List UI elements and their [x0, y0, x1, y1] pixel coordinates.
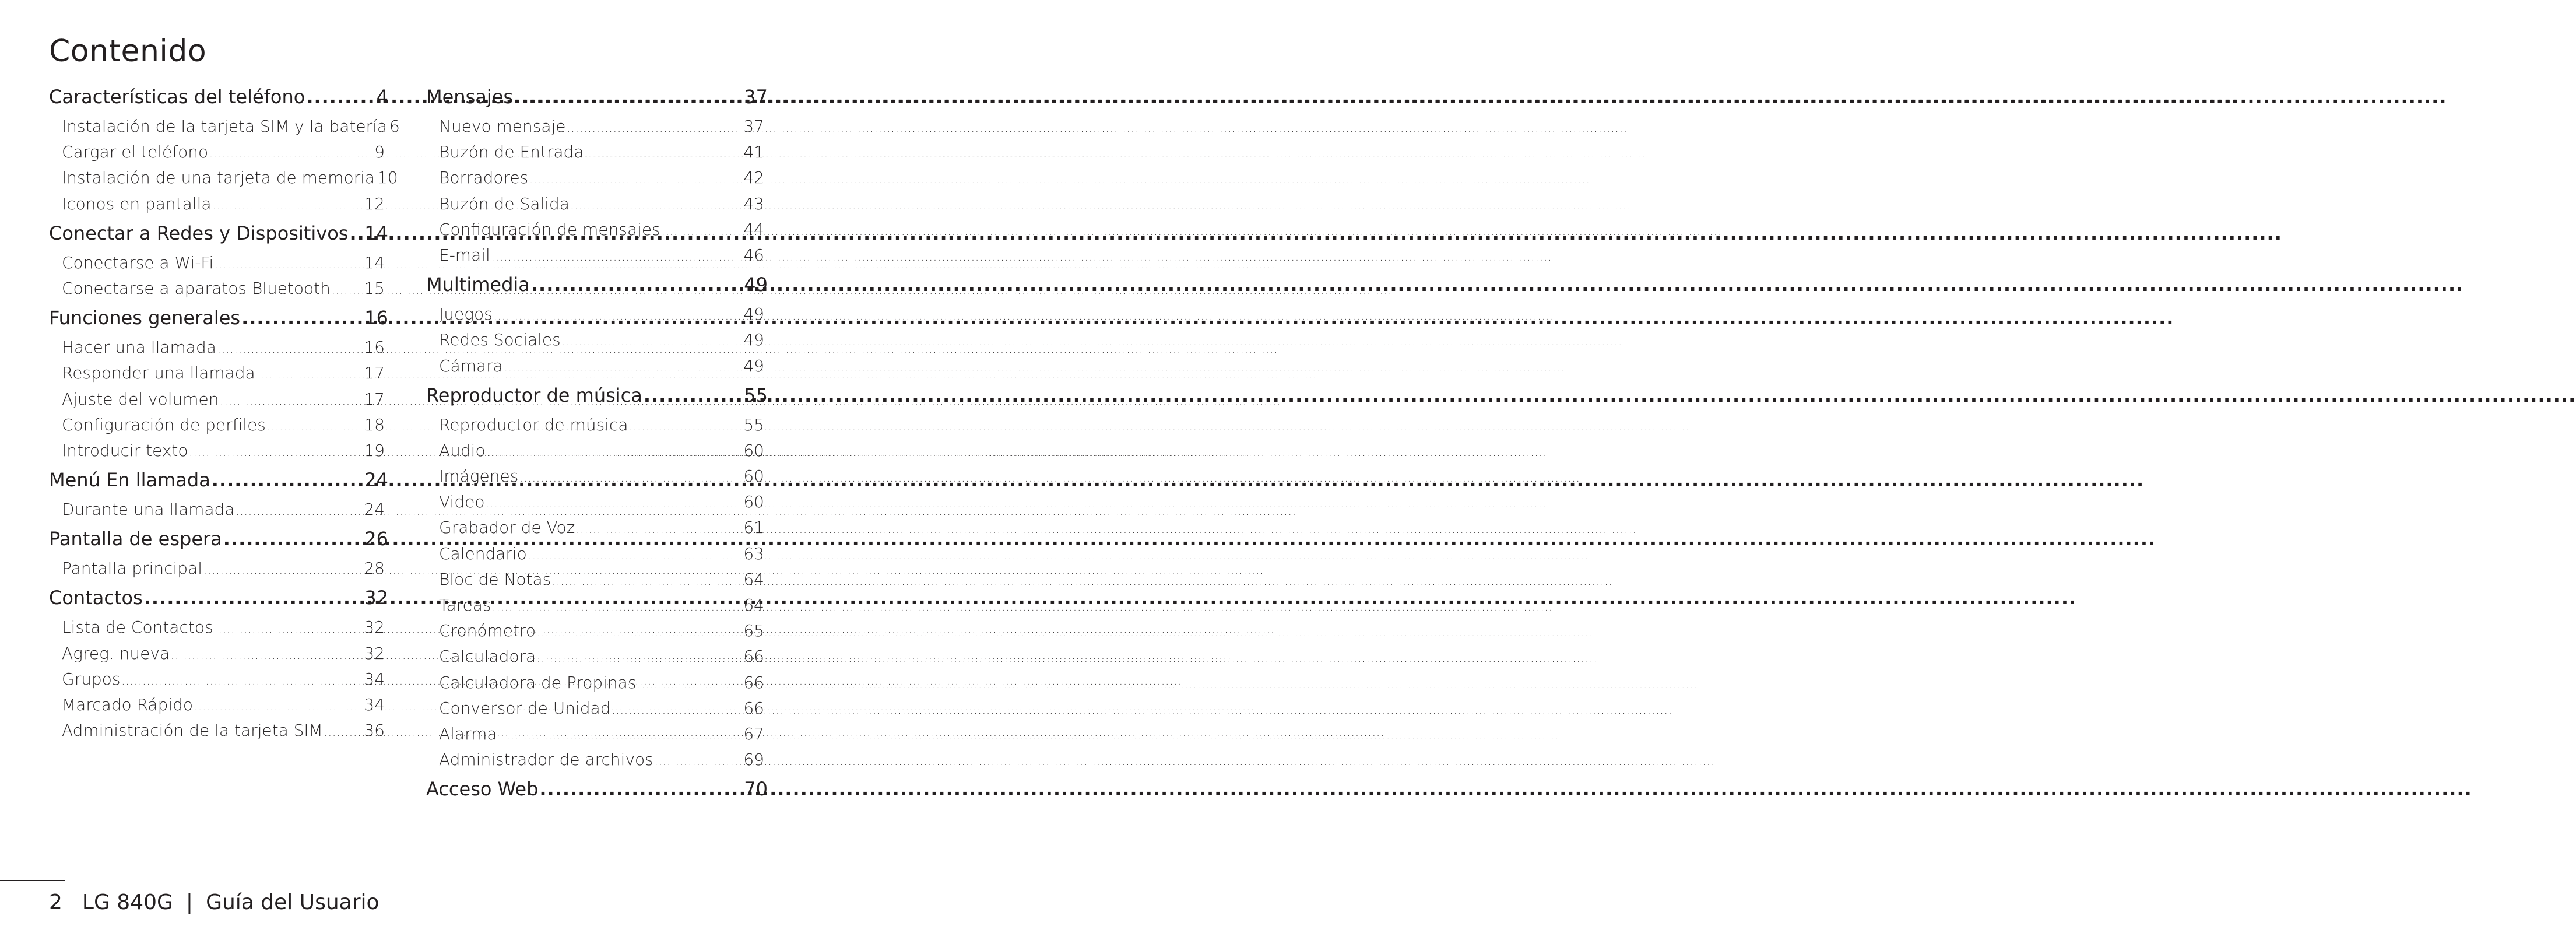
toc-item-page-number: 19 [364, 440, 385, 460]
footer-guide-title: Guía del Usuario [206, 890, 379, 914]
dot-leader [514, 83, 743, 111]
toc-item-page-number: 64 [743, 569, 764, 589]
toc-item[interactable] [426, 114, 768, 139]
toc-item[interactable] [426, 217, 768, 243]
toc-item-label: Marcado Rápido [62, 695, 194, 714]
toc-section[interactable] [49, 466, 388, 494]
dot-leader [223, 525, 364, 553]
dot-leader [194, 695, 363, 720]
dot-leader [215, 617, 363, 643]
toc-item[interactable] [49, 667, 388, 692]
toc-item-page-number: 34 [364, 695, 385, 714]
toc-item-label: Grupos [62, 669, 121, 689]
toc-item[interactable] [426, 567, 768, 592]
dot-leader [306, 83, 375, 111]
toc-item-label: Juegos [439, 304, 493, 324]
toc-item-page-number: 69 [743, 750, 764, 770]
toc-item-label: Ajuste del volumen [62, 389, 219, 409]
toc-item-page-number: 55 [743, 415, 764, 434]
toc-section-page-number: 16 [364, 307, 388, 329]
toc-item-page-number: 61 [743, 518, 764, 538]
toc-item-label: Calendario [439, 543, 527, 563]
dot-leader [528, 543, 743, 569]
toc-item-label: Cronómetro [439, 621, 536, 641]
dot-leader [349, 219, 363, 247]
toc-item[interactable] [49, 276, 388, 301]
dot-leader [637, 672, 742, 698]
toc-item-label: Agreg. nueva [62, 643, 170, 663]
toc-item-label: Instalación de una tarjeta de memoria [62, 168, 375, 188]
toc-item-label: Configuración de mensajes [439, 219, 660, 239]
dot-leader [267, 415, 363, 440]
toc-section[interactable] [49, 304, 388, 332]
toc-item[interactable] [426, 243, 768, 268]
toc-item-page-number: 28 [364, 559, 385, 578]
toc-left-column [49, 83, 400, 743]
toc-item[interactable] [49, 114, 400, 139]
toc-section-label: Funciones generales [49, 307, 241, 329]
toc-item-label: Calculadora de Propinas [439, 672, 637, 692]
toc-item-label: Buzón de Salida [439, 194, 570, 213]
footer [49, 891, 379, 914]
toc-item-label: Redes Sociales [439, 330, 561, 350]
toc-item[interactable] [426, 592, 768, 618]
toc-item-label: Reproductor de música [439, 415, 628, 434]
dot-leader [487, 440, 743, 466]
toc-item[interactable] [426, 165, 768, 191]
toc-item-label: Cámara [439, 356, 503, 376]
toc-item-page-number: 60 [743, 492, 764, 512]
toc-item-page-number: 60 [743, 466, 764, 486]
toc-section[interactable] [49, 584, 388, 612]
toc-item[interactable] [49, 556, 388, 581]
page-title: Contenido [49, 34, 207, 69]
toc-item[interactable] [426, 191, 768, 217]
toc-item-label: Nuevo mensaje [439, 117, 566, 136]
dot-leader [537, 620, 742, 646]
toc-item[interactable] [426, 747, 768, 773]
dot-leader [241, 304, 363, 332]
dot-leader [571, 194, 742, 219]
footer-rule [0, 880, 65, 881]
footer-page-number: 2 [49, 890, 62, 914]
toc-item[interactable] [426, 721, 768, 747]
toc-item-label: Administrador de archivos [439, 750, 653, 770]
toc-section-label: Pantalla de espera [49, 528, 222, 550]
toc-section-label: Características del teléfono [49, 86, 305, 108]
toc-item-page-number: 24 [364, 500, 385, 520]
toc-item-page-number: 49 [743, 356, 764, 376]
dot-leader [256, 363, 363, 388]
toc-item-page-number: 32 [364, 643, 385, 663]
toc-item-label: Cargar el teléfono [62, 142, 209, 162]
toc-item-label: Responder una llamada [62, 363, 255, 383]
dot-leader [493, 595, 743, 620]
toc-section[interactable] [49, 219, 388, 247]
dot-leader [215, 252, 363, 278]
toc-item[interactable] [426, 327, 768, 353]
toc-item[interactable] [49, 438, 388, 464]
toc-item[interactable] [426, 644, 768, 669]
toc-item-label: Pantalla principal [62, 559, 202, 578]
toc-item-page-number: 17 [364, 363, 385, 383]
toc-section-page-number: 24 [364, 469, 388, 492]
toc-item-page-number: 12 [364, 194, 385, 213]
dot-leader [171, 643, 363, 669]
dot-leader [655, 749, 743, 775]
toc-section-page-number: 4 [376, 86, 388, 108]
toc-item[interactable] [49, 692, 388, 718]
toc-section-label: Contactos [49, 587, 143, 609]
toc-item-label: Instalación de la tarjeta SIM y la batería [62, 117, 388, 136]
toc-item-label: Durante una llamada [62, 500, 235, 520]
dot-leader [332, 278, 363, 304]
dot-leader [662, 219, 743, 245]
dot-leader [203, 558, 363, 584]
toc-item-label: Video [439, 492, 485, 512]
toc-item[interactable] [426, 301, 768, 327]
toc-item-page-number: 9 [374, 142, 385, 162]
toc-item-label: Conectarse a aparatos Bluetooth [62, 278, 331, 298]
dot-leader [498, 724, 743, 749]
toc-item-label: Iconos en pantalla [62, 194, 212, 213]
toc-item-page-number: 63 [743, 543, 764, 563]
dot-leader [491, 245, 743, 271]
toc-item-page-number: 41 [743, 142, 764, 162]
toc-item-page-number: 64 [743, 595, 764, 615]
dot-leader [504, 356, 743, 381]
toc-item-page-number: 42 [743, 168, 764, 188]
toc-item-label: Introducir texto [62, 440, 188, 460]
toc-item-page-number: 60 [743, 440, 764, 460]
toc-item[interactable] [49, 641, 388, 667]
toc-item-label: Calculadora [439, 647, 536, 667]
toc-section-label: Reproductor de música [426, 384, 642, 406]
dot-leader [217, 337, 363, 363]
toc-item[interactable] [49, 250, 388, 276]
toc-right-column [426, 83, 768, 806]
dot-leader [644, 381, 743, 409]
toc-section[interactable] [49, 83, 388, 111]
dot-leader [494, 304, 743, 329]
toc-item[interactable] [49, 335, 388, 360]
toc-item[interactable] [426, 696, 768, 721]
dot-leader [189, 440, 363, 466]
toc-item-page-number: 6 [389, 117, 400, 136]
toc-section-page-number: 26 [364, 528, 388, 550]
toc-item-page-number: 44 [743, 219, 764, 239]
toc-section-page-number: 70 [744, 778, 768, 801]
dot-leader [552, 569, 742, 595]
toc-item-page-number: 67 [743, 724, 764, 743]
toc-item-label: Alarma [439, 724, 497, 743]
toc-item-label: Bloc de Notas [439, 569, 551, 589]
toc-item[interactable] [49, 191, 388, 217]
toc-item-page-number: 10 [377, 168, 398, 188]
toc-item-label: Imágenes [439, 466, 519, 486]
toc-section-label: Mensajes [426, 86, 514, 108]
toc-section-page-number: 14 [364, 222, 388, 244]
toc-item-label: Administración de la tarjeta SIM [62, 721, 323, 741]
dot-leader [213, 194, 363, 219]
toc-item-page-number: 49 [743, 304, 764, 324]
footer-model: LG 840G [82, 890, 173, 914]
dot-leader [209, 142, 373, 167]
toc-item[interactable] [426, 618, 768, 644]
toc-item-page-number: 65 [743, 621, 764, 641]
dot-leader [539, 775, 743, 803]
toc-item[interactable] [49, 387, 388, 412]
dot-leader [585, 142, 742, 167]
toc-section-page-number: 32 [364, 587, 388, 609]
toc-section[interactable] [426, 775, 768, 803]
toc-item-page-number: 32 [364, 618, 385, 637]
toc-item-label: Conversor de Unidad [439, 698, 611, 718]
toc-section-page-number: 37 [744, 86, 768, 108]
dot-leader [537, 646, 742, 672]
dot-leader [567, 116, 743, 142]
toc-item-page-number: 49 [743, 330, 764, 350]
toc-item[interactable] [426, 412, 768, 438]
dot-leader [236, 499, 363, 525]
dot-leader [630, 415, 743, 440]
dot-leader [531, 271, 743, 299]
dot-leader [612, 698, 743, 724]
footer-separator: | [185, 890, 194, 914]
toc-item-page-number: 34 [364, 669, 385, 689]
toc-item[interactable] [426, 541, 768, 567]
toc-item-page-number: 66 [743, 672, 764, 692]
toc-item-page-number: 37 [743, 117, 764, 136]
toc-item[interactable] [426, 438, 768, 464]
toc-item-page-number: 14 [364, 252, 385, 272]
toc-item[interactable] [426, 515, 768, 541]
toc-item[interactable] [426, 670, 768, 696]
toc-item-page-number: 17 [364, 389, 385, 409]
toc-item[interactable] [426, 139, 768, 165]
toc-item-label: Lista de Contactos [62, 618, 213, 637]
toc-item-label: Grabador de Voz [439, 518, 575, 538]
dot-leader [576, 517, 742, 543]
toc-item-label: Hacer una llamada [62, 338, 216, 357]
toc-item-page-number: 15 [364, 278, 385, 298]
toc-item-page-number: 36 [364, 721, 385, 741]
toc-item-page-number: 66 [743, 698, 764, 718]
toc-section-label: Conectar a Redes y Dispositivos [49, 222, 349, 244]
dot-leader [144, 584, 364, 612]
toc-section[interactable] [426, 381, 768, 409]
toc-item[interactable] [49, 165, 398, 191]
toc-item-label: Audio [439, 440, 486, 460]
toc-item-label: Borradores [439, 168, 529, 188]
toc-item[interactable] [49, 718, 388, 743]
toc-item[interactable] [49, 139, 388, 165]
toc-item[interactable] [49, 360, 388, 386]
dot-leader [486, 492, 742, 517]
toc-item[interactable] [426, 353, 768, 379]
toc-item-label: E-mail [439, 245, 490, 265]
toc-item-label: Tareas [439, 595, 491, 615]
toc-item-label: Configuración de perfiles [62, 415, 266, 434]
toc-section-page-number: 55 [744, 384, 768, 406]
toc-item-page-number: 16 [364, 338, 385, 357]
dot-leader [562, 329, 743, 355]
toc-item-label: Conectarse a Wi-Fi [62, 252, 214, 272]
dot-leader [324, 720, 363, 746]
toc-item-page-number: 46 [743, 245, 764, 265]
toc-section[interactable] [426, 83, 768, 111]
dot-leader [519, 466, 742, 492]
toc-section[interactable] [49, 525, 388, 553]
toc-item-page-number: 43 [743, 194, 764, 213]
dot-leader [529, 167, 742, 193]
toc-section[interactable] [426, 271, 768, 299]
toc-section-label: Acceso Web [426, 778, 539, 801]
toc-item-page-number: 66 [743, 647, 764, 667]
dot-leader [212, 466, 363, 494]
toc-item[interactable] [426, 489, 768, 515]
toc-item-label: Buzón de Entrada [439, 142, 584, 162]
toc-item[interactable] [426, 464, 768, 489]
dot-leader [220, 389, 363, 415]
toc-item[interactable] [49, 615, 388, 640]
toc-item-page-number: 18 [364, 415, 385, 434]
toc-section-page-number: 49 [744, 273, 768, 296]
toc-section-label: Menú En llamada [49, 469, 210, 492]
toc-section-label: Multimedia [426, 273, 530, 296]
dot-leader [121, 669, 363, 695]
toc-item[interactable] [49, 497, 388, 522]
toc-item[interactable] [49, 412, 388, 438]
